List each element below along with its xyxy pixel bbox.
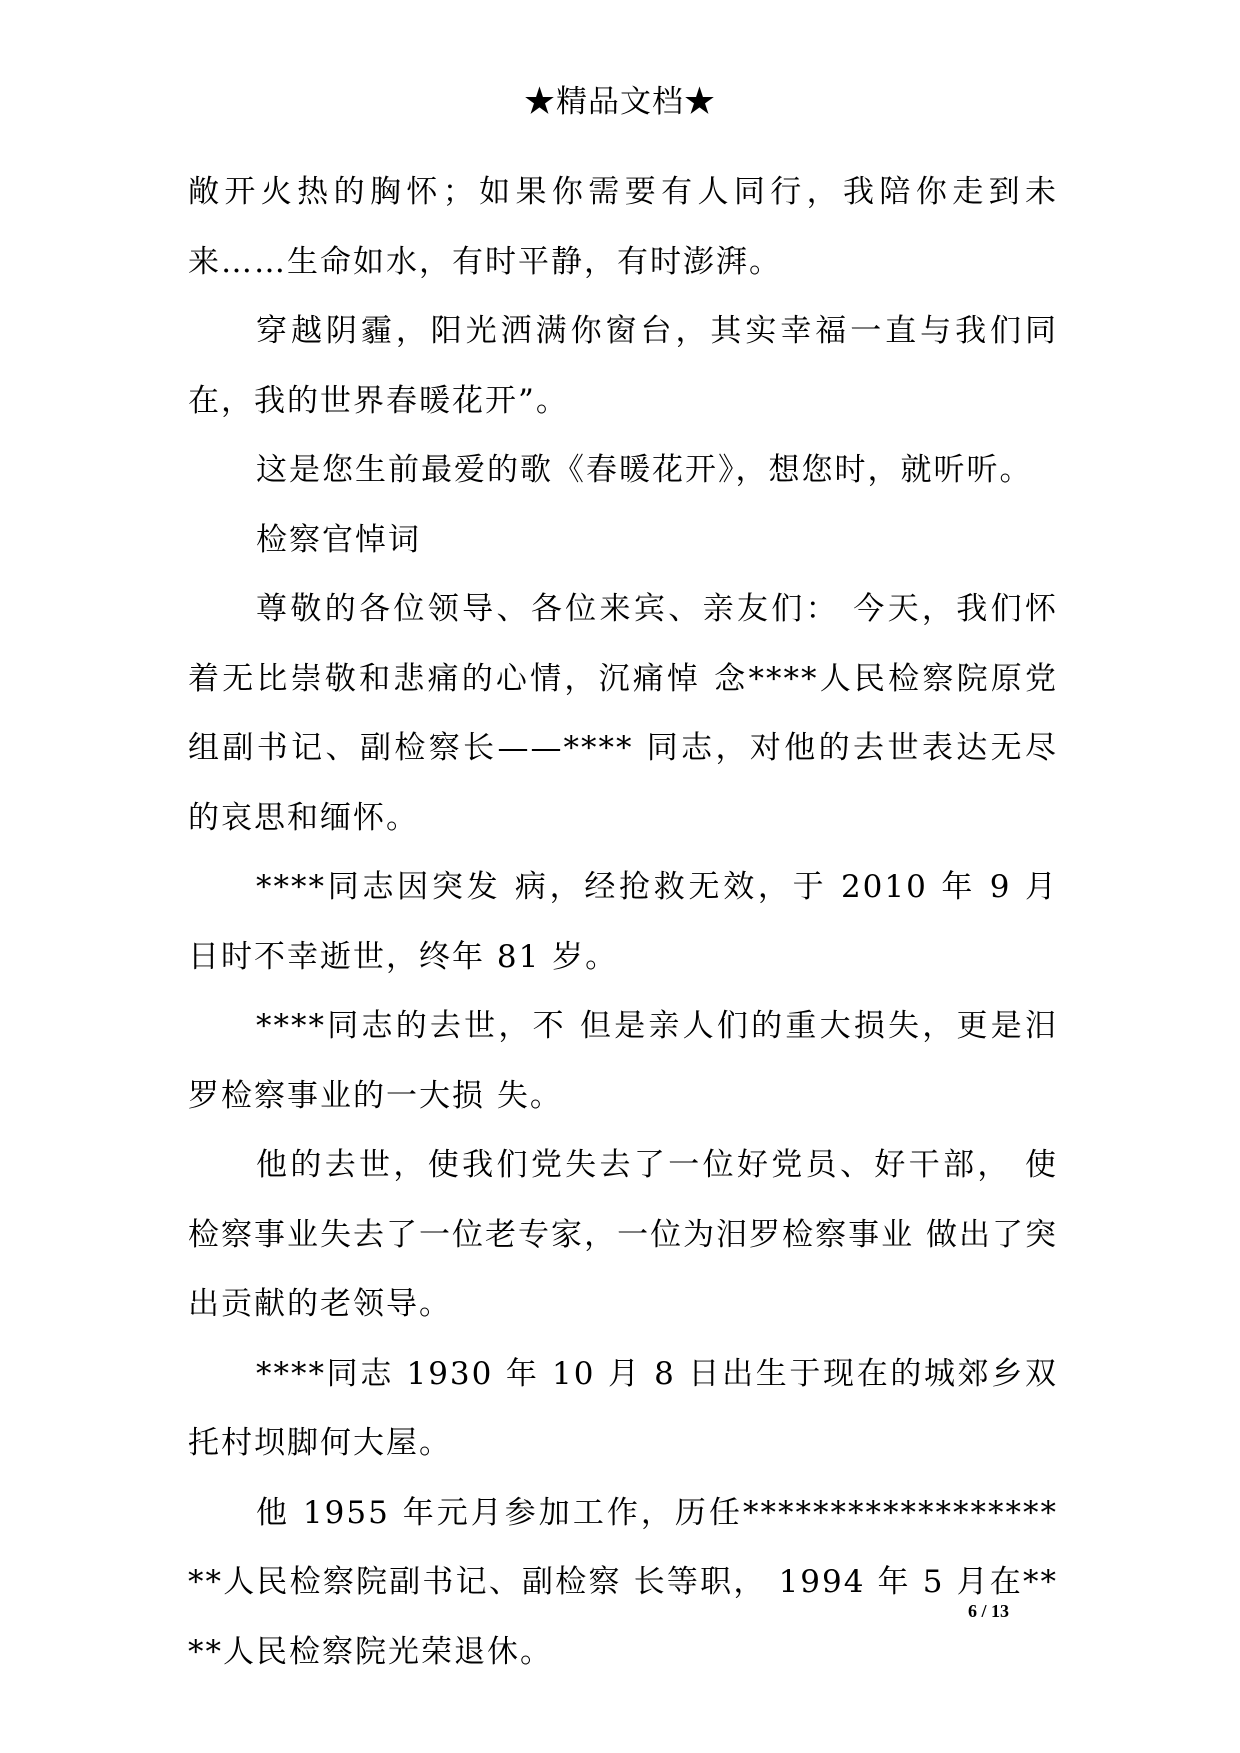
paragraph-loss: ****同志的去世，不 但是亲人们的重大损失，更是汨罗检察事业的一大损 失。	[188, 1008, 1058, 1114]
paragraph-1: 敞开火热的胸怀；如果你需要有人同行，我陪你走到未来……生命如水，有时平静，有时澎湃。	[188, 174, 1058, 280]
paragraph-contribution: 他的去世，使我们党失去了一位好党员、好干部， 使检察事业失去了一位老专家，一位为汨罗检察事业 做出了突出贡献的老领导。	[188, 1147, 1058, 1322]
section-title-eulogy: 检察官悼词	[256, 521, 421, 558]
page-number: 6 / 13	[968, 1601, 1010, 1621]
document-body	[188, 158, 1058, 1687]
document-header-title: ★精品文档★	[524, 84, 716, 120]
paragraph-birth: ****同志 1930 年 10 月 8 日出生于现在的城郊乡双托村坝脚何大屋。	[188, 1355, 1058, 1461]
paragraph-3: 这是您生前最爱的歌《春暖花开》，想您时，就听听。	[256, 452, 1033, 488]
paragraph-greeting: 尊敬的各位领导、各位来宾、亲友们： 今天，我们怀着无比崇敬和悲痛的心情，沉痛悼 念****人民检察院原党组副书记、副检察长——**** 同志，对他的去世表达无尽的哀思和缅怀。	[188, 591, 1058, 836]
paragraph-death-notice: ****同志因突发 病，经抢救无效，于 2010 年 9 月 日时不幸逝世，终年 81 岁。	[188, 869, 1058, 975]
paragraph-career: 他 1955 年元月参加工作，历任********************人民检察院副书记、副检察 长等职， 1994 年 5 月在****人民检察院光荣退休。	[188, 1494, 1058, 1670]
paragraph-2: 穿越阴霾，阳光洒满你窗台，其实幸福一直与我们同在，我的世界春暖花开”。	[188, 313, 1058, 419]
